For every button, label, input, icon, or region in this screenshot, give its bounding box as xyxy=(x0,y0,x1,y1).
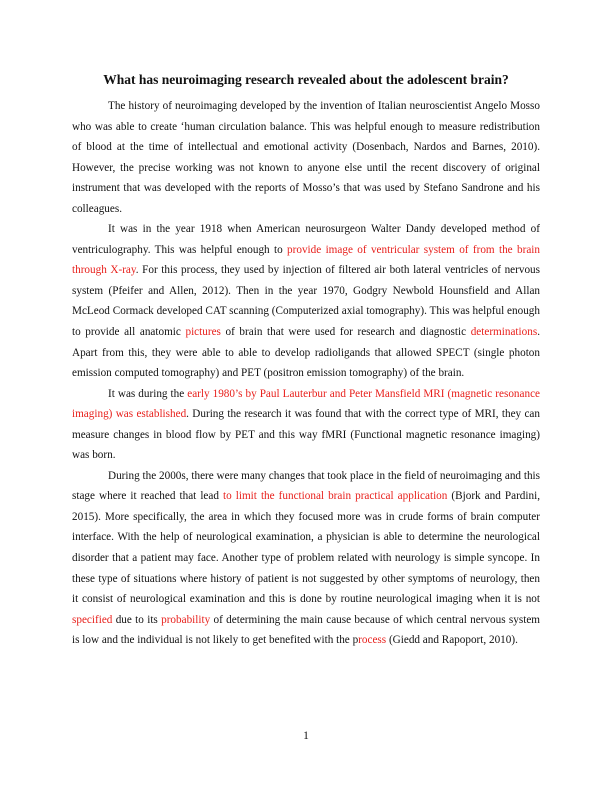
highlighted-text: determinations xyxy=(470,326,538,339)
page-number: 1 xyxy=(303,730,309,742)
body-text: of determining the main cause because of which central nervous system is low and the individual is not likely to get benefited with the p xyxy=(72,613,540,647)
highlighted-text: rocess xyxy=(358,634,387,647)
body-text: It was during the xyxy=(108,387,188,400)
body-text: due to its xyxy=(112,613,162,626)
document-title: What has neuroimaging research revealed about the adolescent brain? xyxy=(103,72,509,87)
paragraph-4 xyxy=(72,466,540,651)
body-text: . Apart from this, they were able to able to develop radioligands that allowed SPECT (single photon emission computed tomography) and PET (positron emission tomography) of the brain. xyxy=(72,326,540,380)
highlighted-text: specified xyxy=(72,613,113,626)
highlighted-text: probability xyxy=(161,613,211,626)
highlighted-text: pictures xyxy=(185,326,221,339)
paragraph-2 xyxy=(72,219,540,383)
body-text: of brain that were used for research and diagnostic xyxy=(220,326,471,339)
highlighted-text: to limit the functional brain practical application xyxy=(223,490,448,503)
paragraph-3 xyxy=(72,384,540,466)
body-text: It was in the year 1918 when American neurosurgeon Walter Dandy developed method of ventriculography. This was helpful enough to xyxy=(72,223,540,256)
highlighted-text: early 1980’s by Paul Lauterbur and Peter Mansfield MRI (magnetic resonance imaging) was established xyxy=(72,387,541,421)
paragraph-1 xyxy=(72,96,540,219)
body-text: (Bjork and Pardini, 2015). More specifically, the area in which they focused more was in crude forms of brain computer interface. With the help of neurological examination, a physician is able to determine the neurological disorder that a patient may face. Another type of problem related with neurology is simple syncope. In these type of situations where history of patient is not suggested by other symptoms of neurology, then it consist of neurological examination and this is done by routine neurological imaging when it is not xyxy=(72,490,540,606)
highlighted-text: provide image of ventricular system of from the brain through X-ray xyxy=(72,243,540,277)
body-text: (Giedd and Rapoport, 2010). xyxy=(386,634,518,647)
body-text: . For this process, they used by injection of filtered air both lateral ventricles of nervous system (Pfeifer and Allen, 2012). Then in the year 1970, Godgry Newbold Hounsfield and Allan McLeod Cormack developed CAT scanning (Computerized axial tomography). This was helpful enough to provide all anatomic xyxy=(72,264,541,339)
body-text: During the 2000s, there were many changes that took place in the field of neuroimaging and this stage where it reached that lead xyxy=(72,469,540,503)
body-text: . During the research it was found that with the correct type of MRI, they can measure changes in blood flow by PET and this way fMRI (Functional magnetic resonance imaging) was born. xyxy=(72,408,540,462)
document-body xyxy=(72,96,540,651)
body-text: The history of neuroimaging developed by the invention of Italian neuroscientist Angelo Mosso who was able to create ‘human circulation balance. This was helpful enough to measure redistribution of blood at the time of intellectual and emotional activity (Dosenbach, Nardos and Barnes, 2010). However, the precise working was not known to anyone else until the recent discovery of original instrument that was developed with the reports of Mosso’s that was used by Stefano Sandrone and his colleagues. xyxy=(72,100,540,215)
